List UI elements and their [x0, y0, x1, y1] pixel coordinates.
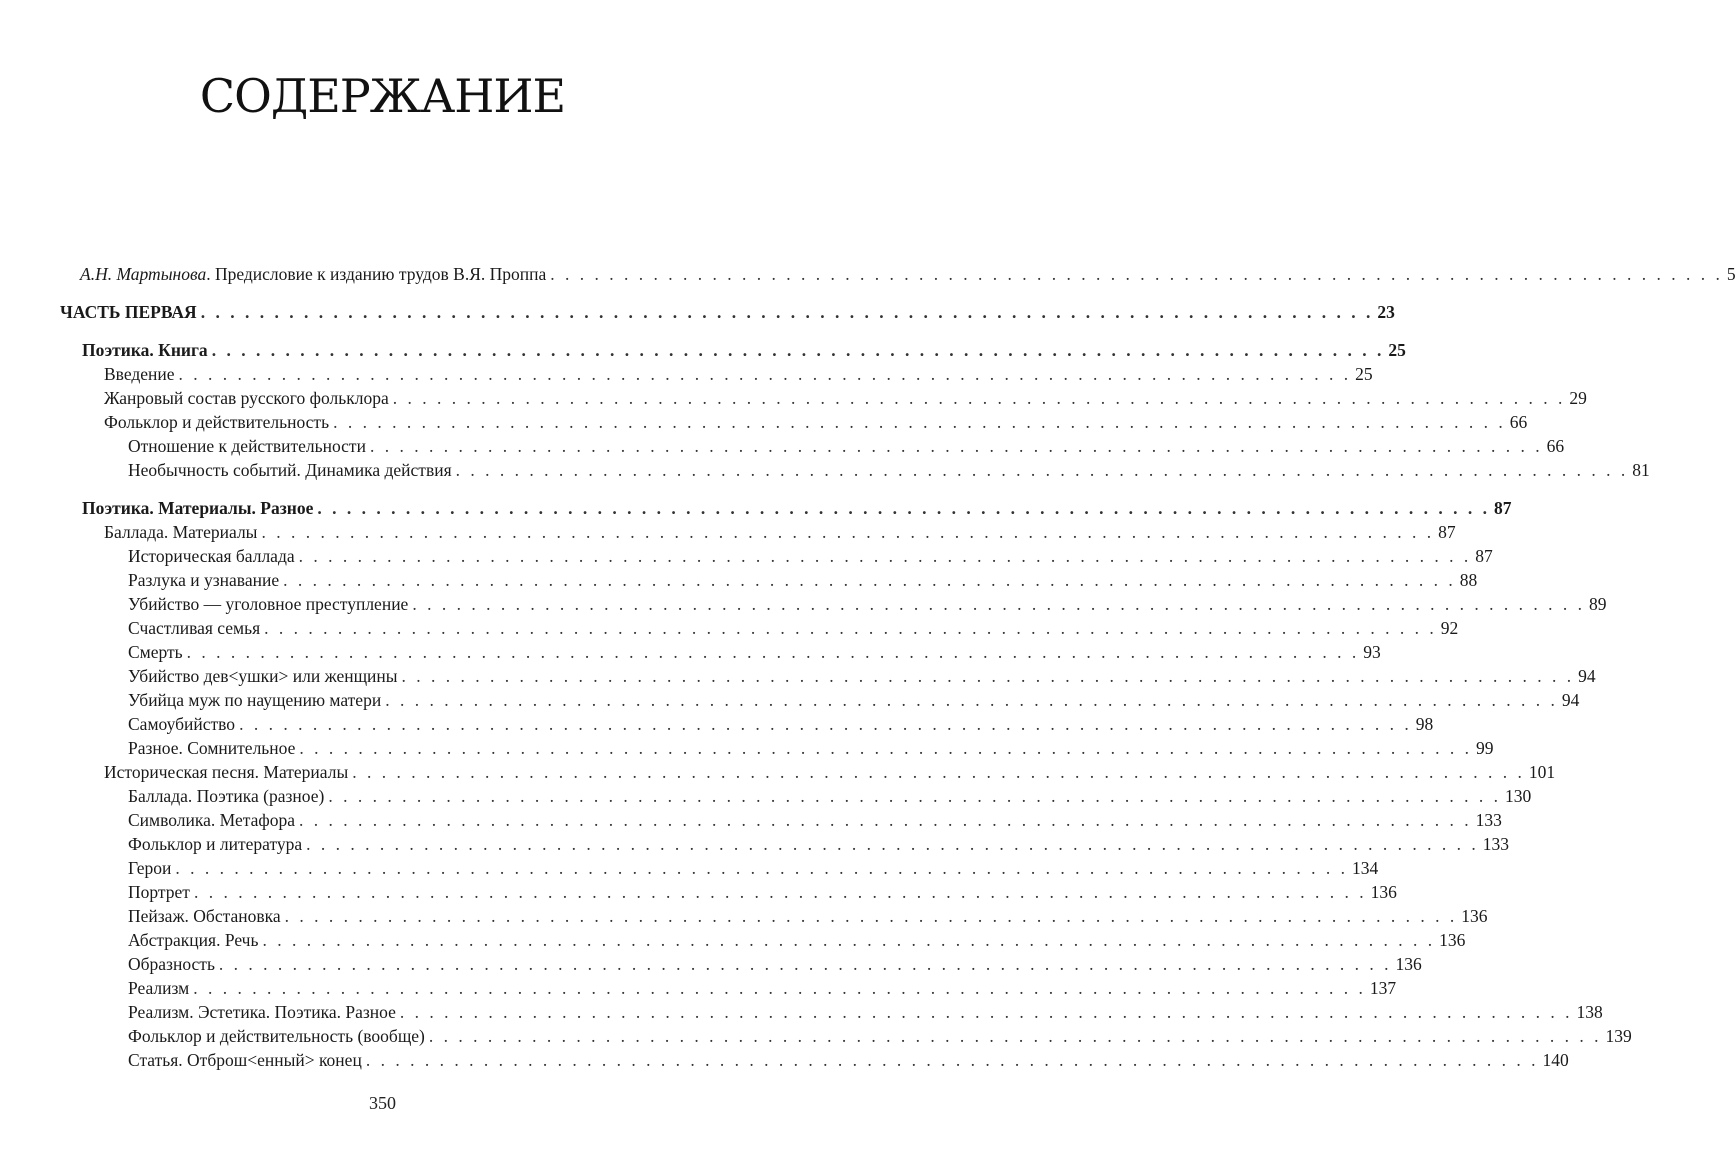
toc-entry[interactable]: [60, 338, 1406, 362]
dot-leader: . . . . . . . . . . . . . . . . . . . . . . . . . . . . . . . . . . . . . . . . . . . . . . . . . . . . . . . . . . . . . . . . . . . . . . . . . . . . . . . .: [365, 1050, 1539, 1070]
toc-entry-page: 139: [1602, 1024, 1632, 1048]
toc-entry-page: 29: [1565, 386, 1587, 410]
toc-entry-page: 94: [1574, 664, 1596, 688]
toc-entry[interactable]: [60, 952, 1422, 976]
toc-entry-page: 134: [1348, 856, 1378, 880]
toc-entry-title: Баллада. Материалы: [104, 520, 261, 544]
toc-entry[interactable]: [60, 616, 1459, 640]
dot-leader: . . . . . . . . . . . . . . . . . . . . . . . . . . . . . . . . . . . . . . . . . . . . . . . . . . . . . . . . . . . . . . . . . . . . . . . . . . . . . . . .: [284, 906, 1458, 926]
toc-entry[interactable]: [60, 832, 1510, 856]
page-number: 350: [369, 1093, 396, 1113]
toc-entry-page: 138: [1573, 1000, 1603, 1024]
toc-entry-title: Поэтика. Книга: [82, 338, 212, 362]
dot-leader: . . . . . . . . . . . . . . . . . . . . . . . . . . . . . . . . . . . . . . . . . . . . . . . . . . . . . . . . . . . . . . . . . . . . . . . . . . . . . . . .: [193, 978, 1366, 998]
toc-entry-title: Фольклор и действительность: [104, 410, 333, 434]
toc-entries: [60, 300, 1650, 1072]
toc-entry-page: 25: [1384, 338, 1406, 362]
toc-entry[interactable]: [60, 362, 1373, 386]
toc-entry-page: 87: [1434, 520, 1456, 544]
dot-leader: . . . . . . . . . . . . . . . . . . . . . . . . . . . . . . . . . . . . . . . . . . . . . . . . . . . . . . . . . . . . . . . . . . . . . . . . . . . . . . . .: [385, 690, 1558, 710]
toc-entry-page: 140: [1538, 1048, 1568, 1072]
dot-leader: . . . . . . . . . . . . . . . . . . . . . . . . . . . . . . . . . . . . . . . . . . . . . . . . . . . . . . . . . . . . . . . . . . . . . . . . . . . . . . . .: [239, 714, 1412, 734]
toc-entry[interactable]: [60, 410, 1528, 434]
dot-leader: . . . . . . . . . . . . . . . . . . . . . . . . . . . . . . . . . . . . . . . . . . . . . . . . . . . . . . . . . . . . . . . . . . . . . . . . . . . . . . . .: [352, 762, 1525, 782]
toc-entry-title: Символика. Метафора: [128, 808, 299, 832]
dot-leader: . . . . . . . . . . . . . . . . . . . . . . . . . . . . . . . . . . . . . . . . . . . . . . . . . . . . . . . . . . . . . . . . . . . . . . . . . . . . . . . .: [193, 882, 1367, 902]
dot-leader: . . . . . . . . . . . . . . . . . . . . . . . . . . . . . . . . . . . . . . . . . . . . . . . . . . . . . . . . . . . . . . . . . . . . . . . . . . . . . . . .: [211, 340, 1385, 360]
toc-entry-title: ЧАСТЬ ПЕРВАЯ: [60, 300, 201, 324]
toc-entry[interactable]: [60, 568, 1478, 592]
toc-entry-page: 81: [1628, 458, 1650, 482]
toc-entry[interactable]: [60, 712, 1434, 736]
toc-entry-page: 66: [1543, 434, 1565, 458]
toc-entry-page: 93: [1359, 640, 1381, 664]
toc-entry-title-text: . Предисловие к изданию трудов В.Я. Проппа: [206, 264, 547, 284]
toc-entry-title: Фольклор и литература: [128, 832, 306, 856]
toc-entry-title: Жанровый состав русского фольклора: [104, 386, 393, 410]
dot-leader: . . . . . . . . . . . . . . . . . . . . . . . . . . . . . . . . . . . . . . . . . . . . . . . . . . . . . . . . . . . . . . . . . . . . . . . . . . . . . . . .: [306, 834, 1479, 854]
dot-leader: . . . . . . . . . . . . . . . . . . . . . . . . . . . . . . . . . . . . . . . . . . . . . . . . . . . . . . . . . . . . . . . . . . . . . . . . . . . . . . . .: [401, 666, 1575, 686]
toc-entry-title: Историческая баллада: [128, 544, 299, 568]
toc-entry-page: 5: [1723, 262, 1736, 286]
table-of-contents: [60, 262, 1736, 1072]
toc-entry-page: 98: [1412, 712, 1434, 736]
dot-leader: . . . . . . . . . . . . . . . . . . . . . . . . . . . . . . . . . . . . . . . . . . . . . . . . . . . . . . . . . . . . . . . . . . . . . . . . . . . . . . . .: [261, 522, 1435, 542]
toc-entry-page: 66: [1506, 410, 1528, 434]
toc-entry-title: Убийца муж по наущению матери: [128, 688, 385, 712]
toc-entry-title: Фольклор и действительность (вообще): [128, 1024, 429, 1048]
toc-entry[interactable]: [60, 928, 1466, 952]
toc-entry-page: 136: [1392, 952, 1422, 976]
toc-entry[interactable]: [60, 784, 1532, 808]
toc-entry-title: Самоубийство: [128, 712, 239, 736]
toc-entry[interactable]: [60, 904, 1488, 928]
dot-leader: . . . . . . . . . . . . . . . . . . . . . . . . . . . . . . . . . . . . . . . . . . . . . . . . . . . . . . . . . . . . . . . . . . . . . . . . . . . . . . . .: [328, 786, 1501, 806]
toc-entry[interactable]: [60, 856, 1379, 880]
dot-leader: . . . . . . . . . . . . . . . . . . . . . . . . . . . . . . . . . . . . . . . . . . . . . . . . . . . . . . . . . . . . . . . . . . . . . . . . . . . . . . . .: [369, 436, 1543, 456]
toc-entry-page: 136: [1435, 928, 1465, 952]
toc-entry-title: Статья. Отброш<енный> конец: [128, 1048, 366, 1072]
toc-entry-page: 92: [1437, 616, 1459, 640]
toc-entry-page: 133: [1479, 832, 1509, 856]
toc-entry[interactable]: [60, 688, 1580, 712]
toc-entry[interactable]: [60, 736, 1494, 760]
toc-entry-title: Пейзаж. Обстановка: [128, 904, 285, 928]
dot-leader: . . . . . . . . . . . . . . . . . . . . . . . . . . . . . . . . . . . . . . . . . . . . . . . . . . . . . . . . . . . . . . . . . . . . . . . . . . . . . . . .: [317, 498, 1490, 518]
dot-leader: . . . . . . . . . . . . . . . . . . . . . . . . . . . . . . . . . . . . . . . . . . . . . . . . . . . . . . . . . . . . . . . . . . . . . . . . . . . . . . . .: [392, 388, 1566, 408]
dot-leader: . . . . . . . . . . . . . . . . . . . . . . . . . . . . . . . . . . . . . . . . . . . . . . . . . . . . . . . . . . . . . . . . . . . . . . . . . . . . . . . .: [412, 594, 1585, 614]
dot-leader: . . . . . . . . . . . . . . . . . . . . . . . . . . . . . . . . . . . . . . . . . . . . . . . . . . . . . . . . . . . . . . . . . . . . . . . . . . . . . . . .: [550, 264, 1723, 284]
dot-leader: . . . . . . . . . . . . . . . . . . . . . . . . . . . . . . . . . . . . . . . . . . . . . . . . . . . . . . . . . . . . . . . . . . . . . . . . . . . . . . . .: [283, 570, 1456, 590]
toc-entry-title: Поэтика. Материалы. Разное: [82, 496, 317, 520]
toc-entry-title: Баллада. Поэтика (разное): [128, 784, 328, 808]
dot-leader: . . . . . . . . . . . . . . . . . . . . . . . . . . . . . . . . . . . . . . . . . . . . . . . . . . . . . . . . . . . . . . . . . . . . . . . . . . . . . . . .: [200, 302, 1374, 322]
toc-entry[interactable]: [60, 496, 1512, 520]
toc-entry[interactable]: [60, 434, 1565, 458]
toc-entry-title: Убийство дев<ушки> или женщины: [128, 664, 402, 688]
dot-leader: . . . . . . . . . . . . . . . . . . . . . . . . . . . . . . . . . . . . . . . . . . . . . . . . . . . . . . . . . . . . . . . . . . . . . . . . . . . . . . . .: [175, 858, 1349, 878]
toc-entry-page: 89: [1585, 592, 1607, 616]
toc-entry-title: Счастливая семья: [128, 616, 264, 640]
toc-entry[interactable]: [60, 808, 1502, 832]
toc-entry-author: А.Н. Мартынова: [80, 264, 207, 284]
toc-entry[interactable]: [60, 592, 1607, 616]
toc-entry-page: 136: [1457, 904, 1487, 928]
toc-entry-page: 99: [1472, 736, 1494, 760]
dot-leader: . . . . . . . . . . . . . . . . . . . . . . . . . . . . . . . . . . . . . . . . . . . . . . . . . . . . . . . . . . . . . . . . . . . . . . . . . . . . . . . .: [186, 642, 1360, 662]
toc-entry[interactable]: [60, 1048, 1569, 1072]
dot-leader: . . . . . . . . . . . . . . . . . . . . . . . . . . . . . . . . . . . . . . . . . . . . . . . . . . . . . . . . . . . . . . . . . . . . . . . . . . . . . . . .: [298, 810, 1472, 830]
toc-entry-page: 94: [1558, 688, 1580, 712]
toc-entry-title: Разлука и узнавание: [128, 568, 283, 592]
dot-leader: . . . . . . . . . . . . . . . . . . . . . . . . . . . . . . . . . . . . . . . . . . . . . . . . . . . . . . . . . . . . . . . . . . . . . . . . . . . . . . . .: [262, 930, 1436, 950]
dot-leader: . . . . . . . . . . . . . . . . . . . . . . . . . . . . . . . . . . . . . . . . . . . . . . . . . . . . . . . . . . . . . . . . . . . . . . . . . . . . . . . .: [428, 1026, 1602, 1046]
toc-entry-title: Необычность событий. Динамика действия: [128, 458, 456, 482]
toc-entry[interactable]: [60, 300, 1395, 324]
dot-leader: . . . . . . . . . . . . . . . . . . . . . . . . . . . . . . . . . . . . . . . . . . . . . . . . . . . . . . . . . . . . . . . . . . . . . . . . . . . . . . . .: [298, 546, 1472, 566]
toc-entry-title: Образность: [128, 952, 219, 976]
toc-entry-title: Реализм: [128, 976, 193, 1000]
toc-entry-title: Отношение к действительности: [128, 434, 370, 458]
toc-entry-page: 101: [1525, 760, 1555, 784]
toc-entry-title: [80, 262, 550, 286]
toc-entry[interactable]: [60, 664, 1596, 688]
toc-entry-page: 88: [1456, 568, 1478, 592]
toc-entry[interactable]: [60, 520, 1456, 544]
toc-entry-title: Убийство — уголовное преступление: [128, 592, 412, 616]
toc-entry-page: 25: [1351, 362, 1373, 386]
toc-entry-page: 87: [1471, 544, 1493, 568]
toc-entry-page: 87: [1490, 496, 1512, 520]
toc-entry-page: 137: [1366, 976, 1396, 1000]
dot-leader: . . . . . . . . . . . . . . . . . . . . . . . . . . . . . . . . . . . . . . . . . . . . . . . . . . . . . . . . . . . . . . . . . . . . . . . . . . . . . . . .: [455, 460, 1629, 480]
toc-entry-title: Смерть: [128, 640, 187, 664]
toc-entry[interactable]: [60, 1000, 1603, 1024]
dot-leader: . . . . . . . . . . . . . . . . . . . . . . . . . . . . . . . . . . . . . . . . . . . . . . . . . . . . . . . . . . . . . . . . . . . . . . . . . . . . . . . .: [264, 618, 1437, 638]
toc-entry[interactable]: [60, 880, 1397, 904]
toc-entry[interactable]: [60, 976, 1397, 1000]
toc-entry-title: Абстракция. Речь: [128, 928, 262, 952]
dot-leader: . . . . . . . . . . . . . . . . . . . . . . . . . . . . . . . . . . . . . . . . . . . . . . . . . . . . . . . . . . . . . . . . . . . . . . . . . . . . . . . .: [299, 738, 1473, 758]
toc-entry[interactable]: [60, 544, 1493, 568]
dot-leader: . . . . . . . . . . . . . . . . . . . . . . . . . . . . . . . . . . . . . . . . . . . . . . . . . . . . . . . . . . . . . . . . . . . . . . . . . . . . . . . .: [399, 1002, 1573, 1022]
toc-entry-title: Историческая песня. Материалы: [104, 760, 352, 784]
dot-leader: . . . . . . . . . . . . . . . . . . . . . . . . . . . . . . . . . . . . . . . . . . . . . . . . . . . . . . . . . . . . . . . . . . . . . . . . . . . . . . . .: [333, 412, 1506, 432]
toc-entry-title: Герои: [128, 856, 175, 880]
page-title: СОДЕРЖАНИЕ: [199, 69, 566, 123]
toc-entry[interactable]: [60, 386, 1587, 410]
toc-entry-title: Портрет: [128, 880, 194, 904]
toc-entry-page: 136: [1367, 880, 1397, 904]
toc-entry-page: 23: [1373, 300, 1395, 324]
toc-entry-page: 130: [1501, 784, 1531, 808]
toc-entry[interactable]: [60, 760, 1556, 784]
toc-entry-title: Разное. Сомнительное: [128, 736, 299, 760]
toc-entry[interactable]: [60, 1024, 1632, 1048]
toc-entry-preface[interactable]: [60, 262, 1736, 286]
dot-leader: . . . . . . . . . . . . . . . . . . . . . . . . . . . . . . . . . . . . . . . . . . . . . . . . . . . . . . . . . . . . . . . . . . . . . . . . . . . . . . . .: [218, 954, 1392, 974]
toc-entry[interactable]: [60, 458, 1650, 482]
toc-entry-title: Введение: [104, 362, 179, 386]
toc-entry-page: 133: [1472, 808, 1502, 832]
dot-leader: . . . . . . . . . . . . . . . . . . . . . . . . . . . . . . . . . . . . . . . . . . . . . . . . . . . . . . . . . . . . . . . . . . . . . . . . . . . . . . . .: [178, 364, 1352, 384]
toc-entry-title: Реализм. Эстетика. Поэтика. Разное: [128, 1000, 400, 1024]
toc-entry[interactable]: [60, 640, 1381, 664]
